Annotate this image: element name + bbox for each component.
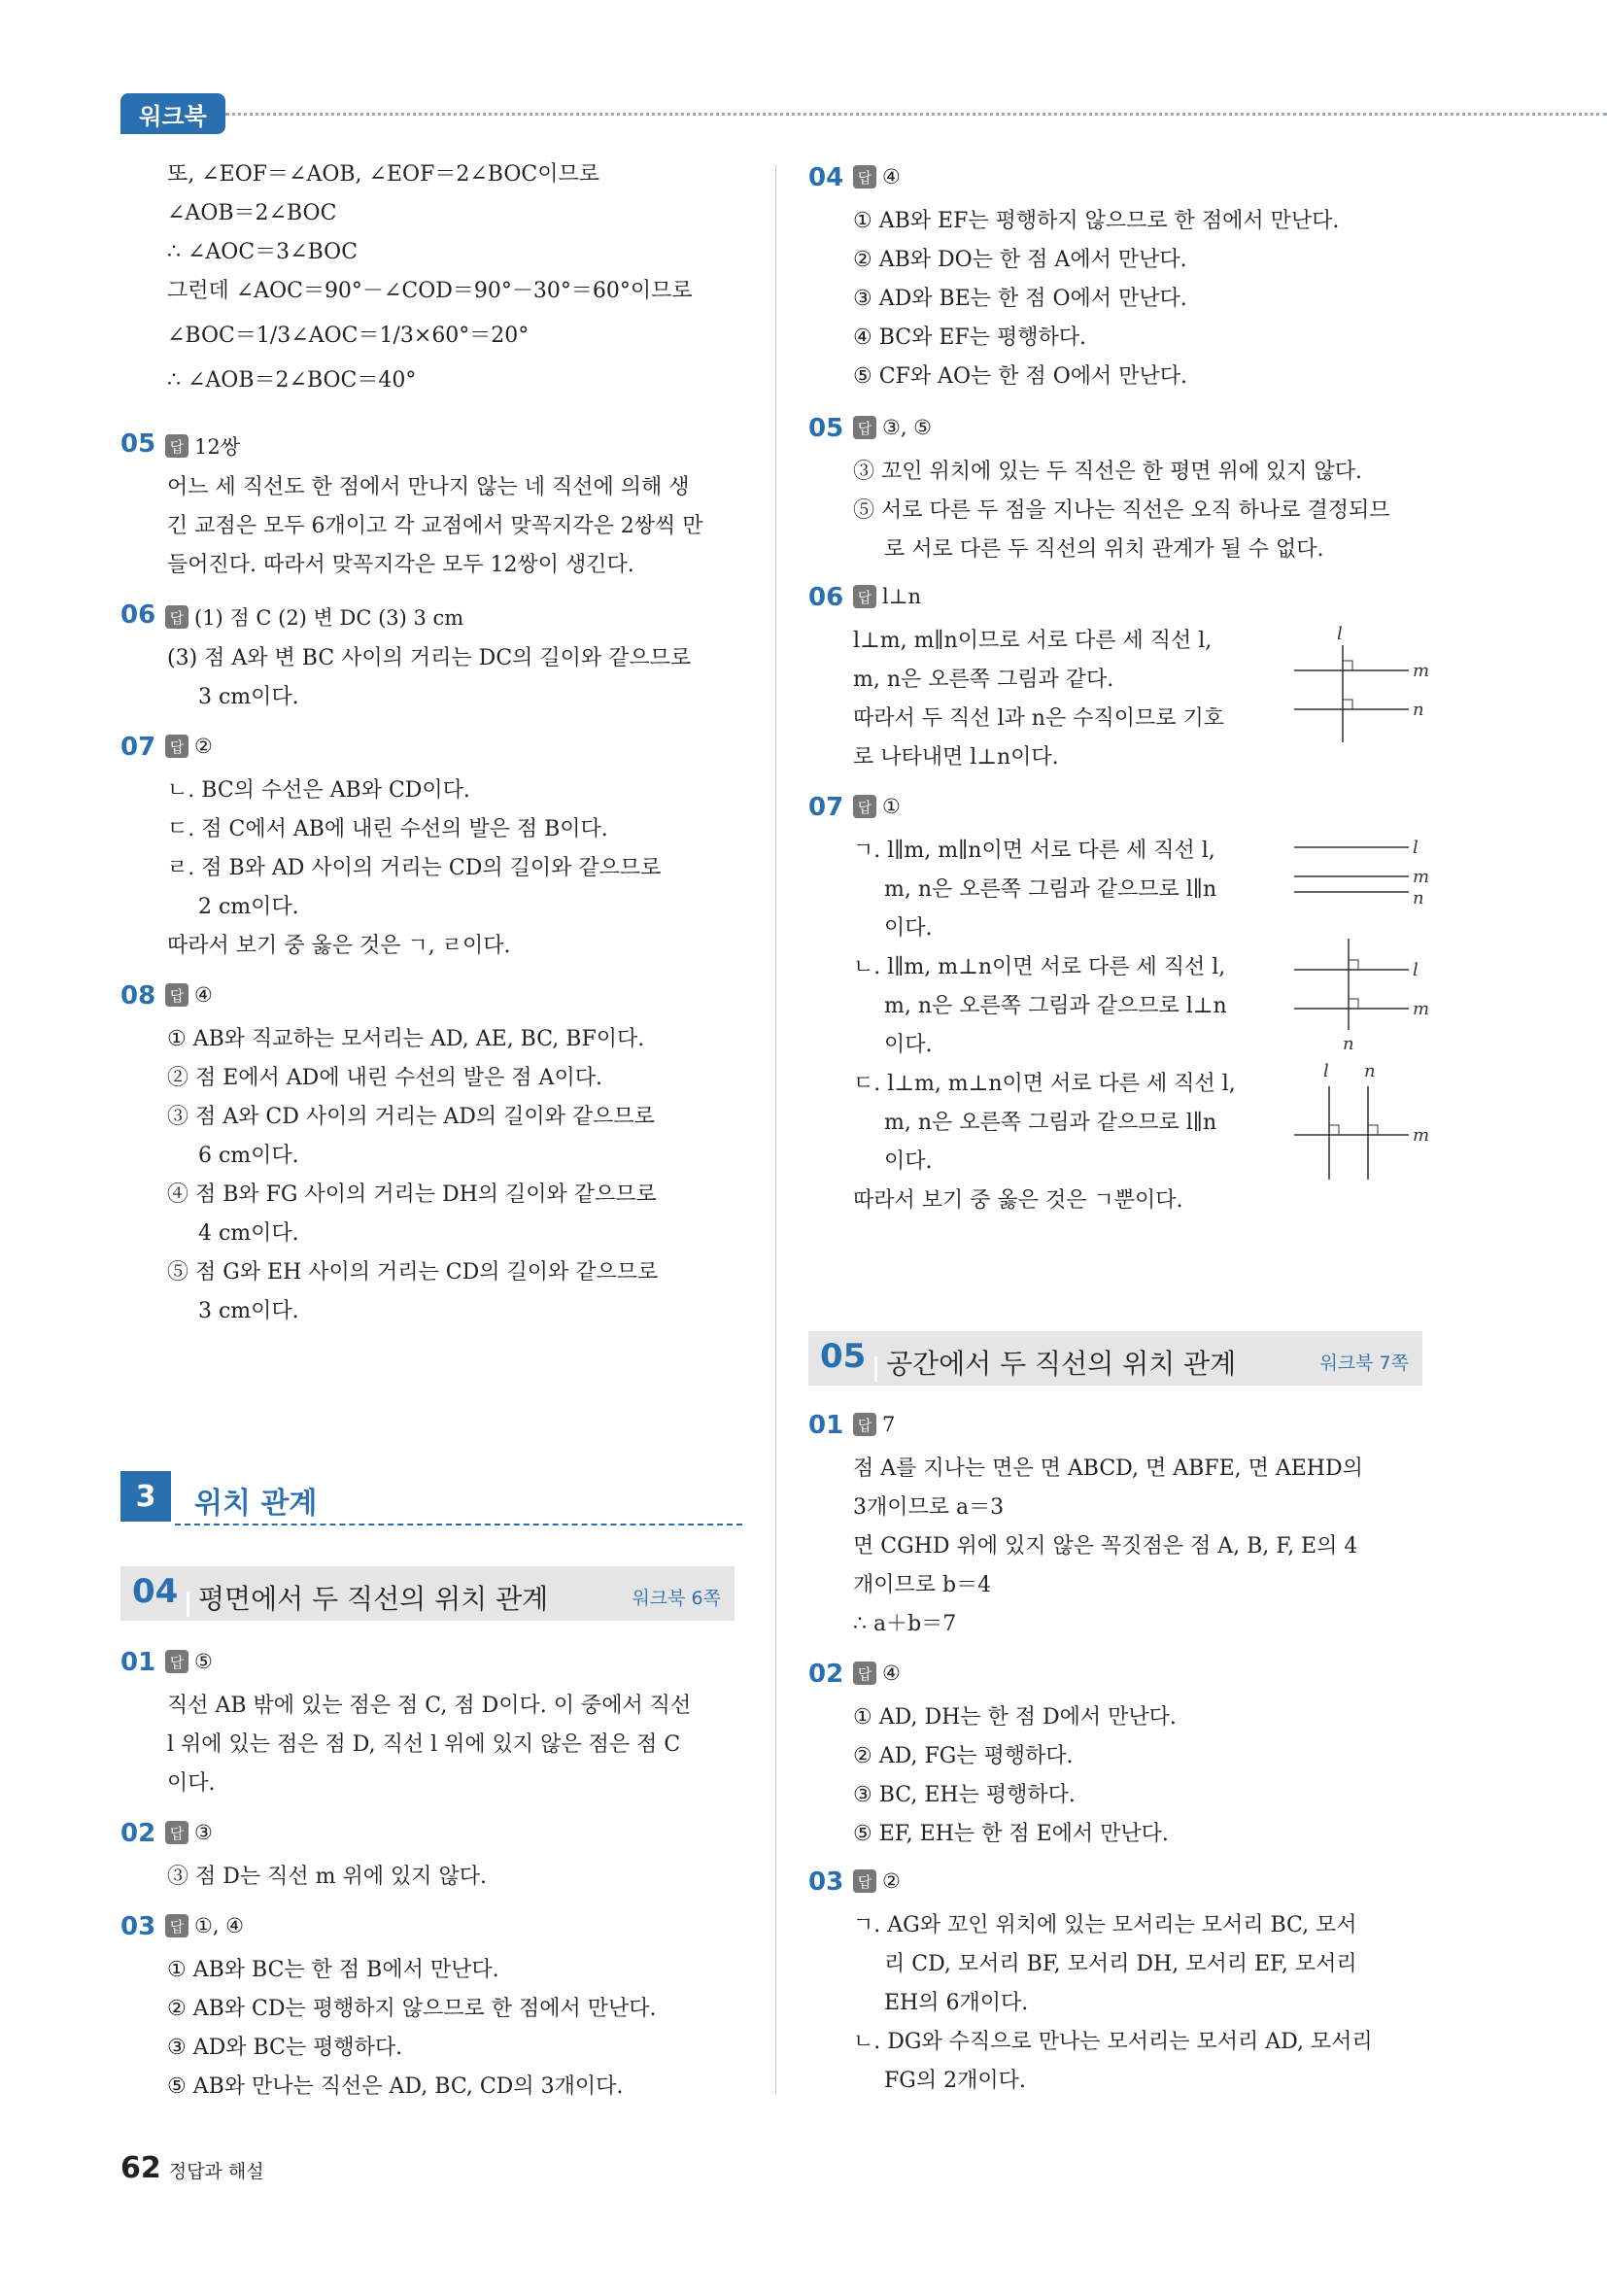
problem-number: 07 [120, 733, 156, 762]
text-line: ② AB와 DO는 한 점 A에서 만난다. [853, 248, 1187, 272]
text-line: ⑤ 점 G와 EH 사이의 거리는 CD의 길이와 같으므로 [167, 1260, 659, 1285]
text-line: m, n은 오른쪽 그림과 같다. [853, 668, 1114, 692]
text-line: 이다. [167, 1771, 216, 1796]
problem-number: 01 [808, 1411, 844, 1440]
text-line: (3) 점 A와 변 BC 사이의 거리는 DC의 길이와 같으므로 [167, 646, 692, 670]
answer-text: 7 [882, 1413, 896, 1436]
chapter-title: 위치 관계 [194, 1487, 318, 1521]
text-line: ③ 꼬인 위치에 있는 두 직선은 한 평면 위에 있지 않다. [853, 460, 1362, 484]
answer-badge: 답 [165, 605, 188, 629]
problem-number: 07 [808, 793, 844, 822]
section-divider [874, 1356, 877, 1382]
answer-text: ①, ④ [194, 1914, 245, 1937]
text-line: 긴 교점은 모두 6개이고 각 교점에서 맞꼭지각은 2쌍씩 만 [167, 514, 703, 538]
text-line: 직선 AB 밖에 있는 점은 점 C, 점 D이다. 이 중에서 직선 [167, 1694, 692, 1718]
problem-number: 08 [120, 981, 156, 1011]
label-n: n [1343, 1034, 1354, 1054]
answer-badge: 답 [853, 795, 876, 818]
text-line: 로 서로 다른 두 직선의 위치 관계가 될 수 없다. [884, 537, 1324, 562]
text-line: ㄴ. BC의 수선은 AB와 CD이다. [167, 778, 470, 803]
problem-number: 04 [808, 163, 844, 192]
text-line: ⑤ 서로 다른 두 점을 지나는 직선은 오직 하나로 결정되므 [853, 498, 1390, 523]
answer-text: ④ [882, 165, 901, 188]
label-m: m [1413, 867, 1430, 887]
label-m: m [1413, 1125, 1430, 1146]
label-l: l [1323, 1061, 1329, 1081]
header-dotted-line [225, 113, 1607, 116]
problem-number: 03 [120, 1912, 156, 1941]
text-line: ① AB와 직교하는 모서리는 AD, AE, BC, BF이다. [167, 1027, 645, 1051]
text-line: ∴ ∠AOC＝3∠BOC [167, 240, 359, 264]
workbook-page-ref: 워크북 6쪽 [632, 1588, 721, 1609]
answer-text: ② [882, 1869, 901, 1893]
text-line: ㄴ. l∥m, m⊥n이면 서로 다른 세 직선 l, [853, 955, 1226, 979]
answer-badge: 답 [165, 1914, 188, 1937]
problem-number: 06 [120, 600, 156, 630]
text-line: FG의 2개이다. [884, 2069, 1026, 2093]
section-05-heading [808, 1331, 1422, 1386]
section-title: 공간에서 두 직선의 위치 관계 [886, 1348, 1237, 1380]
answer-text: ① [882, 795, 901, 818]
page-number: 62 [120, 2151, 161, 2185]
text-line: ④ 점 B와 FG 사이의 거리는 DH의 길이와 같으므로 [167, 1182, 657, 1207]
text-line: ② AD, FG는 평행하다. [853, 1744, 1074, 1768]
text-line: 로 나타내면 l⊥n이다. [853, 745, 1059, 770]
problem-number: 05 [808, 414, 844, 443]
text-line: ∠BOC＝1/3∠AOC＝1/3×60°＝20° [167, 324, 530, 348]
text-line: ① AB와 EF는 평행하지 않으므로 한 점에서 만난다. [853, 209, 1340, 233]
text-line: ③ AD와 BE는 한 점 O에서 만난다. [853, 287, 1187, 311]
answer-badge: 답 [853, 165, 876, 188]
answer-badge: 답 [853, 585, 876, 608]
label-n: n [1413, 700, 1424, 720]
text-line: 들어진다. 따라서 맞꼭지각은 모두 12쌍이 생긴다. [167, 553, 634, 577]
text-line: 또, ∠EOF＝∠AOB, ∠EOF＝2∠BOC이므로 [167, 162, 599, 187]
answer-badge: 답 [853, 1869, 876, 1893]
problem-number: 05 [120, 429, 156, 459]
answer-badge: 답 [853, 416, 876, 439]
text-line: ② 점 E에서 AD에 내린 수선의 발은 점 A이다. [167, 1066, 602, 1090]
figure-parallel-three-lines [1294, 826, 1440, 904]
text-line: ③ 점 D는 직선 m 위에 있지 않다. [167, 1865, 487, 1889]
text-line: 이다. [884, 916, 933, 941]
figure-parallel-perpendicular [1294, 931, 1440, 1057]
section-divider [187, 1592, 189, 1617]
problem-number: 03 [808, 1868, 844, 1897]
answer-badge: 답 [165, 1650, 188, 1673]
section-number: 05 [820, 1337, 867, 1376]
text-line: 3 cm이다. [198, 685, 299, 709]
text-line: ⑤ AB와 만나는 직선은 AD, BC, CD의 3개이다. [167, 2074, 624, 2099]
answer-text: ③ [194, 1821, 213, 1844]
text-line: ③ 점 A와 CD 사이의 거리는 AD의 길이와 같으므로 [167, 1105, 655, 1129]
label-m: m [1413, 999, 1430, 1019]
text-line: 4 cm이다. [198, 1221, 299, 1246]
answer-text: 12쌍 [194, 435, 241, 459]
problem-number: 01 [120, 1648, 156, 1677]
answer-text: (1) 점 C (2) 변 DC (3) 3 cm [194, 606, 464, 630]
section-04-heading [120, 1566, 735, 1621]
text-line: 이다. [884, 1149, 933, 1174]
answer-badge: 답 [165, 1821, 188, 1844]
label-m: m [1413, 661, 1430, 681]
text-line: EH의 6개이다. [884, 1991, 1029, 2015]
text-line: ⑤ CF와 AO는 한 점 O에서 만난다. [853, 364, 1188, 389]
text-line: 점 A를 지나는 면은 면 ABCD, 면 ABFE, 면 AEHD의 [853, 1456, 1363, 1481]
text-line: 따라서 보기 중 옳은 것은 ㄱ, ㄹ이다. [167, 934, 511, 958]
label-l: l [1337, 624, 1343, 644]
label-l: l [1413, 838, 1419, 858]
answer-badge: 답 [853, 1413, 876, 1436]
chapter-number: 3 [120, 1471, 171, 1522]
chapter-dashed-line [175, 1524, 742, 1525]
text-line: ③ BC, EH는 평행하다. [853, 1783, 1076, 1807]
text-line: ∴ ∠AOB＝2∠BOC＝40° [167, 368, 417, 393]
chapter-heading [120, 1471, 742, 1525]
text-line: ① AD, DH는 한 점 D에서 만난다. [853, 1705, 1177, 1730]
text-line: m, n은 오른쪽 그림과 같으므로 l∥n [884, 1111, 1217, 1135]
text-line: ㄴ. DG와 수직으로 만나는 모서리는 모서리 AD, 모서리 [853, 2030, 1373, 2054]
text-line: ② AB와 CD는 평행하지 않으므로 한 점에서 만난다. [167, 1997, 657, 2021]
answer-badge: 답 [165, 434, 188, 458]
answer-text: ⑤ [194, 1650, 213, 1673]
text-line: 따라서 보기 중 옳은 것은 ㄱ뿐이다. [853, 1188, 1183, 1213]
label-n: n [1364, 1061, 1376, 1081]
text-line: ⑤ EF, EH는 한 점 E에서 만난다. [853, 1822, 1169, 1846]
text-line: 어느 세 직선도 한 점에서 만나지 않는 네 직선에 의해 생 [167, 475, 690, 499]
text-line: 그런데 ∠AOC＝90°－∠COD＝90°－30°＝60°이므로 [167, 279, 693, 303]
text-line: m, n은 오른쪽 그림과 같으므로 l⊥n [884, 994, 1227, 1018]
answer-text: ③, ⑤ [882, 416, 933, 439]
text-line: ∠AOB＝2∠BOC [167, 201, 337, 225]
text-line: ∴ a＋b＝7 [853, 1612, 957, 1636]
figure-two-perpendiculars [1294, 1057, 1440, 1183]
label-l: l [1413, 960, 1419, 980]
problem-number: 06 [808, 583, 844, 612]
text-line: 리 CD, 모서리 BF, 모서리 DH, 모서리 EF, 모서리 [884, 1952, 1357, 1976]
answer-text: l⊥n [882, 585, 921, 608]
text-line: m, n은 오른쪽 그림과 같으므로 l∥n [884, 877, 1217, 902]
text-line: ㄷ. 점 C에서 AB에 내린 수선의 발은 점 B이다. [167, 817, 608, 841]
text-line: 2 cm이다. [198, 895, 299, 919]
answer-text: ④ [882, 1662, 901, 1685]
label-n: n [1413, 888, 1424, 904]
answer-badge: 답 [165, 983, 188, 1007]
text-line: 이다. [884, 1033, 933, 1057]
answer-badge: 답 [165, 735, 188, 758]
problem-number: 02 [120, 1819, 156, 1848]
answer-text: ② [194, 735, 213, 758]
section-title: 평면에서 두 직선의 위치 관계 [198, 1583, 549, 1615]
text-line: ㄱ. l∥m, m∥n이면 서로 다른 세 직선 l, [853, 839, 1215, 863]
text-line: l 위에 있는 점은 점 D, 직선 l 위에 있지 않은 점은 점 C [167, 1732, 681, 1757]
text-line: l⊥m, m∥n이므로 서로 다른 세 직선 l, [853, 629, 1213, 653]
answer-text: ④ [194, 983, 213, 1007]
text-line: ① AB와 BC는 한 점 B에서 만난다. [167, 1958, 499, 1982]
text-line: 3개이므로 a＝3 [853, 1495, 1005, 1520]
footer-label: 정답과 해설 [168, 2161, 264, 2182]
workbook-page-ref: 워크북 7쪽 [1319, 1353, 1409, 1374]
page-footer [120, 2151, 264, 2185]
answer-badge: 답 [853, 1662, 876, 1685]
workbook-tab: 워크북 [120, 93, 225, 134]
text-line: ㄱ. AG와 꼬인 위치에 있는 모서리는 모서리 BC, 모서 [853, 1913, 1357, 1937]
column-divider [775, 165, 776, 2094]
text-line: 6 cm이다. [198, 1144, 299, 1168]
text-line: ④ BC와 EF는 평행하다. [853, 326, 1086, 350]
section-number: 04 [132, 1572, 179, 1611]
text-line: 개이므로 b＝4 [853, 1573, 992, 1597]
text-line: 3 cm이다. [198, 1299, 299, 1323]
text-line: 따라서 두 직선 l과 n은 수직이므로 기호 [853, 706, 1224, 731]
text-line: ㄷ. l⊥m, m⊥n이면 서로 다른 세 직선 l, [853, 1072, 1236, 1096]
text-line: 면 CGHD 위에 있지 않은 꼭짓점은 점 A, B, F, E의 4 [853, 1534, 1358, 1559]
text-line: ③ AD와 BC는 평행하다. [167, 2036, 403, 2060]
problem-number: 02 [808, 1660, 844, 1689]
text-line: ㄹ. 점 B와 AD 사이의 거리는 CD의 길이와 같으므로 [167, 856, 662, 880]
figure-perpendicular-lines [1294, 624, 1440, 750]
